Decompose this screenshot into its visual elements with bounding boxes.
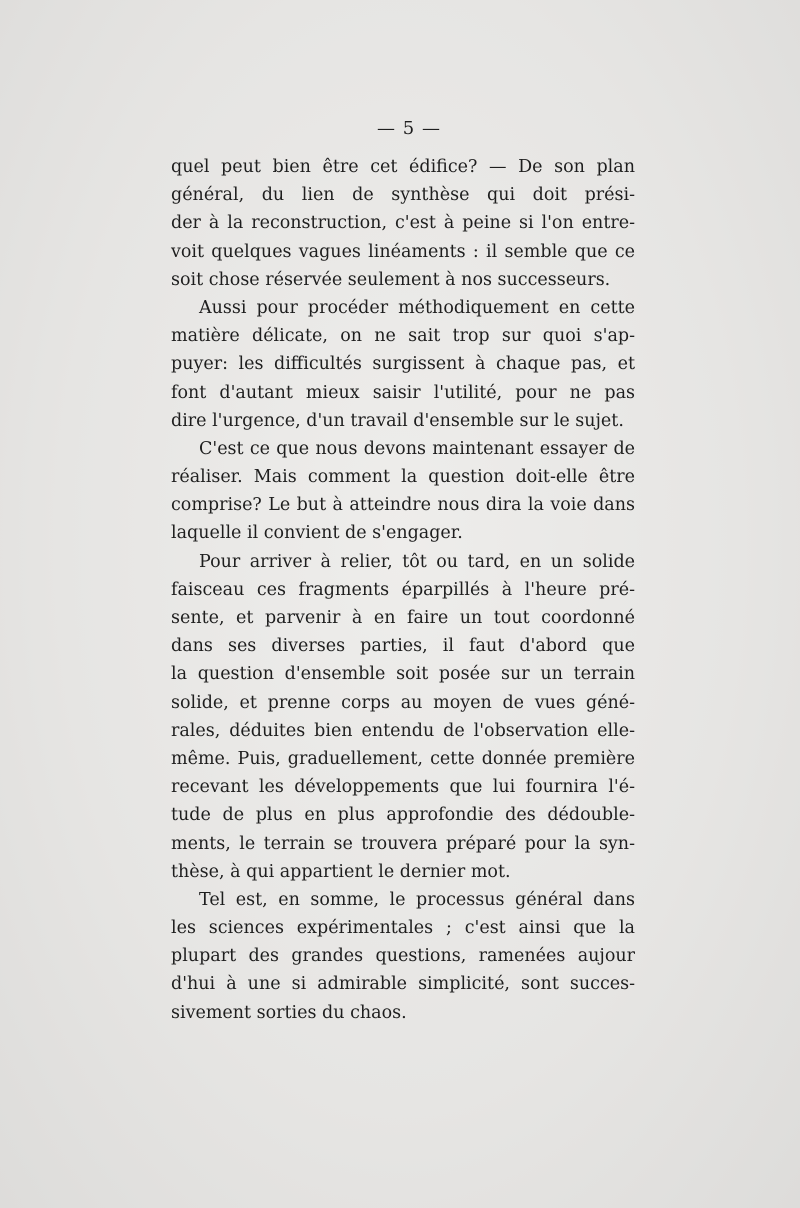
- text-line: voit quelques vagues linéaments : il semble que ce: [171, 241, 635, 262]
- text-line: quel peut bien être cet édifice? — De son plan: [171, 157, 635, 177]
- text-line: les sciences expérimentales ; c'est ainsi que la: [171, 918, 635, 939]
- text-body: [171, 153, 635, 1027]
- page-number: — 5 —: [377, 118, 441, 139]
- text-line: rales, déduites bien entendu de l'observation elle-: [171, 720, 635, 741]
- text-line: der à la reconstruction, c'est à peine si l'on entre-: [171, 213, 635, 234]
- text-line: dire l'urgence, d'un travail d'ensemble sur le sujet.: [171, 410, 624, 431]
- text-line: thèse, à qui appartient le dernier mot.: [171, 861, 511, 882]
- text-line: même. Puis, graduellement, cette donnée première: [171, 748, 635, 769]
- text-line: d'hui à une si admirable simplicité, sont succes-: [171, 974, 635, 995]
- text-line: soit chose réservée seulement à nos successeurs.: [171, 269, 611, 290]
- text-line: solide, et prenne corps au moyen de vues géné-: [171, 692, 635, 713]
- text-line: comprise? Le but à atteindre nous dira la voie dans: [171, 495, 635, 516]
- text-line: faisceau ces fragments éparpillés à l'heure pré-: [171, 579, 635, 600]
- text-line: Tel est, en somme, le processus général dans: [199, 889, 635, 910]
- text-line: matière délicate, on ne sait trop sur quoi s'ap-: [171, 326, 635, 347]
- paragraph-1: [171, 153, 635, 294]
- text-line: ments, le terrain se trouvera préparé pour la syn-: [171, 833, 635, 854]
- text-line: font d'autant mieux saisir l'utilité, pour ne pas: [171, 382, 635, 403]
- paragraph-4: [171, 548, 635, 886]
- text-line: Aussi pour procéder méthodiquement en cette: [199, 297, 635, 318]
- text-line: C'est ce que nous devons maintenant essayer de: [199, 438, 635, 459]
- text-line: Pour arriver à relier, tôt ou tard, en un solide: [199, 551, 635, 572]
- text-line: la question d'ensemble soit posée sur un terrain: [171, 664, 635, 685]
- text-line: tude de plus en plus approfondie des dédouble-: [171, 805, 635, 826]
- paragraph-2: [171, 294, 635, 435]
- paragraph-5: [171, 886, 635, 1027]
- paragraph-3: [171, 435, 635, 548]
- text-line: laquelle il convient de s'engager.: [171, 523, 463, 544]
- text-line: sivement sorties du chaos.: [171, 1002, 407, 1023]
- text-line: dans ses diverses parties, il faut d'abord que: [171, 636, 635, 657]
- text-line: sente, et parvenir à en faire un tout coordonné: [171, 608, 635, 628]
- text-line: plupart des grandes questions, ramenées aujour: [171, 946, 635, 967]
- text-line: général, du lien de synthèse qui doit prési-: [171, 185, 635, 206]
- text-line: puyer: les difficultés surgissent à chaque pas, et: [171, 354, 635, 375]
- text-line: recevant les développements que lui fournira l'é-: [171, 777, 635, 798]
- text-line: réaliser. Mais comment la question doit-elle être: [171, 467, 635, 488]
